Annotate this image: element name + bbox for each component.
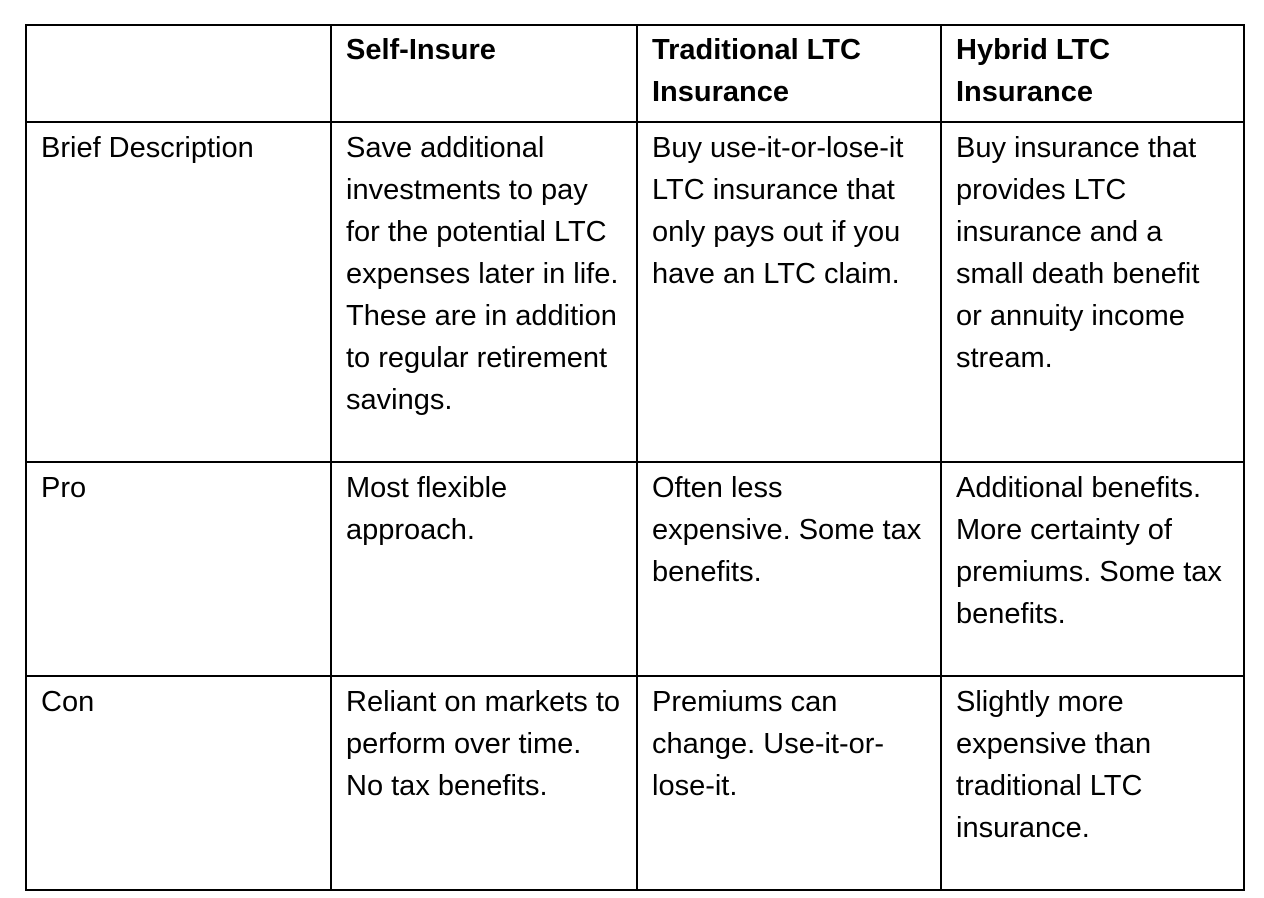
table-cell: Additional benefits. More certainty of premiums. Some tax benefits.: [941, 462, 1244, 676]
table-cell: Often less expensive. Some tax benefits.: [637, 462, 941, 676]
ltc-comparison-table: [25, 24, 1245, 891]
table-cell: Buy insurance that provides LTC insurance and a small death benefit or annuity income stream.: [941, 122, 1244, 462]
table-cell: Most flexible approach.: [331, 462, 637, 676]
table-row-brief-description: [26, 122, 1244, 462]
header-self-insure: Self-Insure: [331, 25, 637, 122]
header-hybrid-ltc: Hybrid LTC Insurance: [941, 25, 1244, 122]
table-cell: Save additional investments to pay for the potential LTC expenses later in life. These are in addition to regular retirement savings.: [331, 122, 637, 462]
table-cell: Slightly more expensive than traditional LTC insurance.: [941, 676, 1244, 890]
table-row-pro: [26, 462, 1244, 676]
table-cell: Buy use-it-or-lose-it LTC insurance that only pays out if you have an LTC claim.: [637, 122, 941, 462]
table-cell: Reliant on markets to perform over time. No tax benefits.: [331, 676, 637, 890]
row-label-brief-description: Brief Description: [26, 122, 331, 462]
table-header-row: [26, 25, 1244, 122]
header-traditional-ltc: Traditional LTC Insurance: [637, 25, 941, 122]
table-row-con: [26, 676, 1244, 890]
row-label-pro: Pro: [26, 462, 331, 676]
row-label-con: Con: [26, 676, 331, 890]
header-corner-cell: [26, 25, 331, 122]
table-cell: Premiums can change. Use-it-or-lose-it.: [637, 676, 941, 890]
